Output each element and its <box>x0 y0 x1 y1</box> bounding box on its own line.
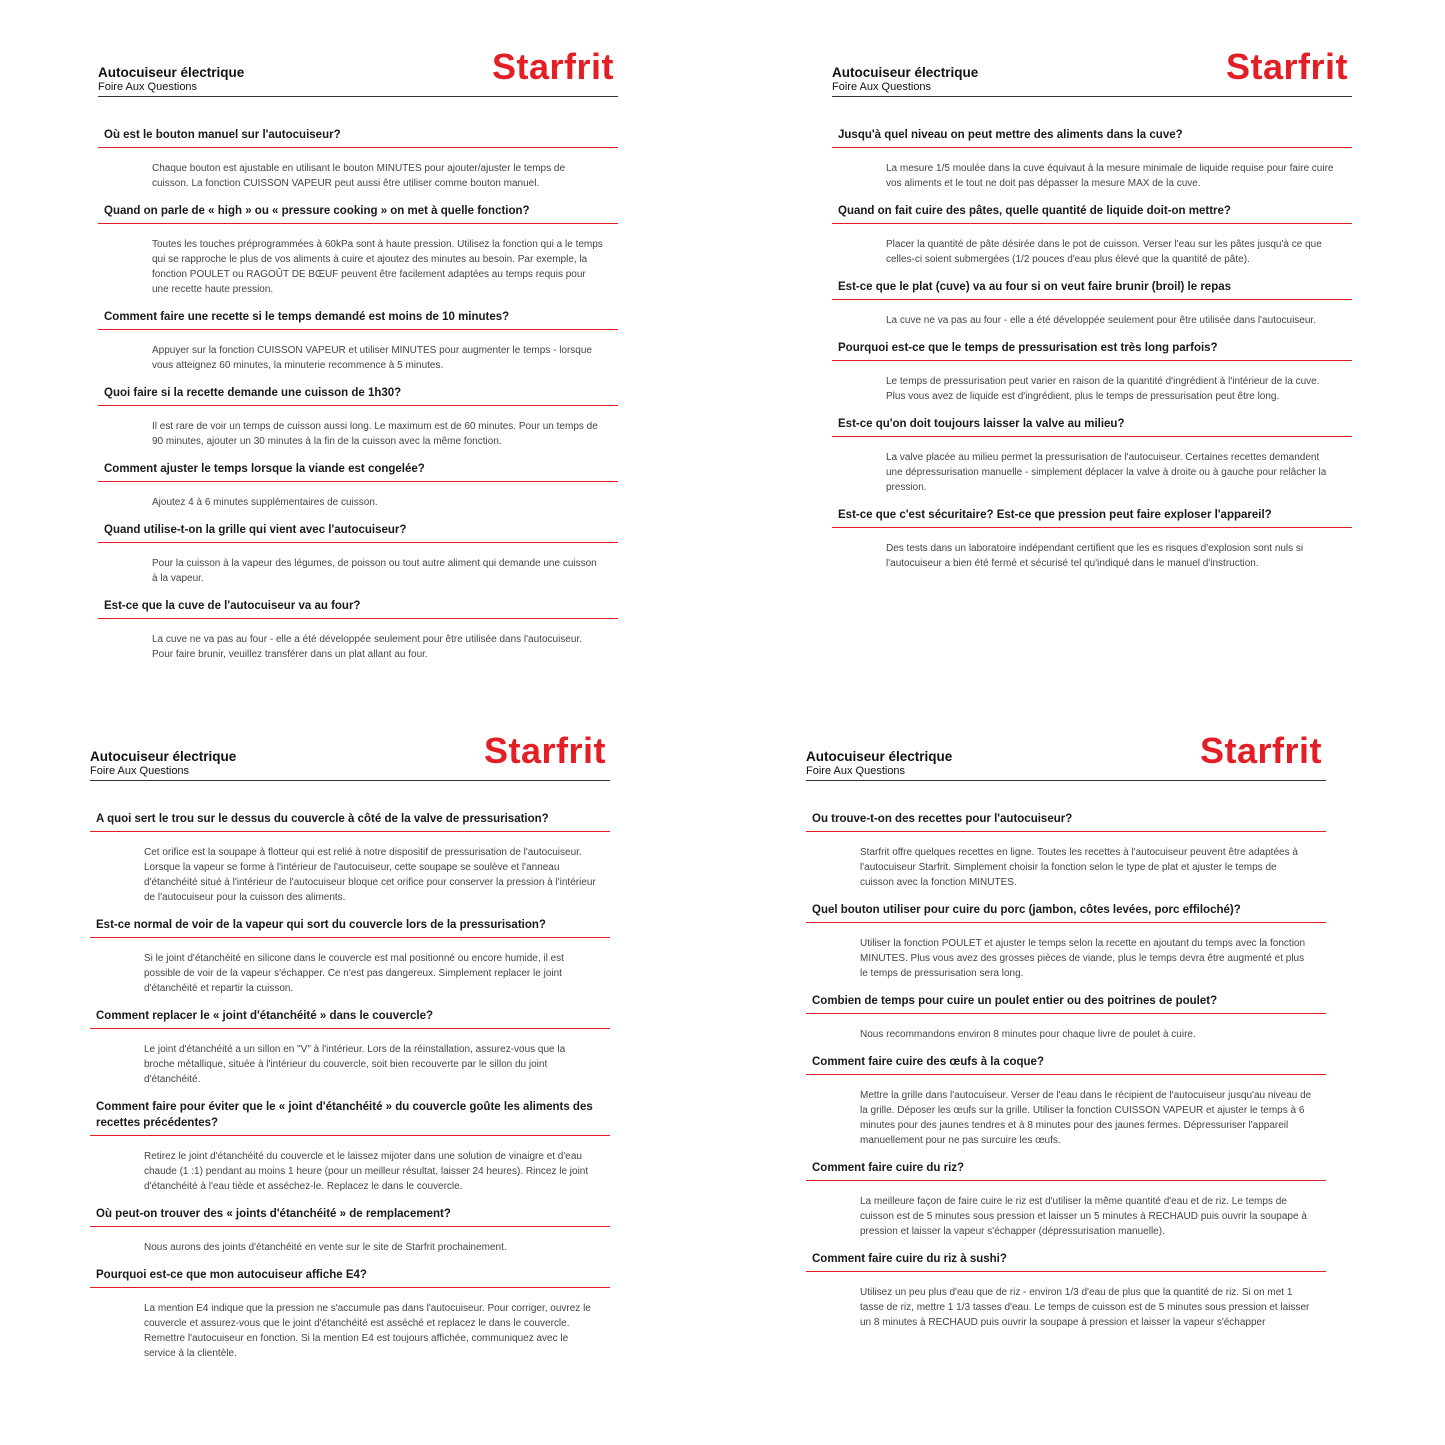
faq-question: Quand on parle de « high » ou « pressure cooking » on met à quelle fonction? <box>98 203 618 224</box>
faq-item <box>90 811 610 905</box>
faq-question: Quoi faire si la recette demande une cuisson de 1h30? <box>98 385 618 406</box>
faq-question: Comment faire pour éviter que le « joint d'étanchéité » du couvercle goûte les aliments des recettes précédentes? <box>90 1099 610 1136</box>
page-title: Autocuiseur électrique <box>98 65 245 80</box>
faq-answer: La mesure 1/5 moulée dans la cuve équivaut à la mesure minimale de liquide requise pour faire cuire vos aliments et le tout ne doit pas dépasser la mesure MAX de la cuve. <box>886 163 1334 189</box>
faq-answer: Appuyer sur la fonction CUISSON VAPEUR et utiliser MINUTES pour augmenter le temps - lorsque vous atteignez 60 minutes, la minuterie recommence à 5 minutes. <box>152 345 592 371</box>
faq-question: Combien de temps pour cuire un poulet entier ou des poitrines de poulet? <box>806 993 1326 1014</box>
faq-answer: Placer la quantité de pâte désirée dans le pot de cuisson. Verser l'eau sur les pâtes jusqu'à ce que celles-ci soient submergées (1/2 pouces d'eau plus élevé que la quantité de pâte). <box>886 239 1322 265</box>
faq-question: Jusqu'à quel niveau on peut mettre des aliments dans la cuve? <box>832 127 1352 148</box>
faq-question: Comment faire une recette si le temps demandé est moins de 10 minutes? <box>98 309 618 330</box>
faq-question: Où est le bouton manuel sur l'autocuiseur? <box>98 127 618 148</box>
faq-answer: Starfrit offre quelques recettes en ligne. Toutes les recettes à l'autocuiseur peuvent être adaptées à l'autocuiseur Starfrit. Simplement choisir la fonction selon le type de plat et ajuster le temps de cuisson avec la fonction MINUTES. <box>860 847 1298 888</box>
faq-question: Comment faire cuire des œufs à la coque? <box>806 1054 1326 1075</box>
faq-item <box>90 1008 610 1087</box>
faq-item <box>90 1206 610 1255</box>
faq-item <box>98 461 618 510</box>
faq-question: Où peut-on trouver des « joints d'étanchéité » de remplacement? <box>90 1206 610 1227</box>
faq-item <box>806 1160 1326 1239</box>
page-header <box>806 730 1326 781</box>
faq-question: Ou trouve-t-on des recettes pour l'autocuiseur? <box>806 811 1326 832</box>
page-subtitle: Foire Aux Questions <box>832 81 932 93</box>
faq-page-bottom-left <box>90 730 610 1373</box>
page-title: Autocuiseur électrique <box>90 749 237 764</box>
faq-answer: La valve placée au milieu permet la pressurisation de l'autocuiseur. Certaines recettes demandent une dépressurisation manuelle - simplement déplacer la valve à droite ou à gauche pour relâcher la pression. <box>886 452 1327 493</box>
page-subtitle: Foire Aux Questions <box>98 81 198 93</box>
faq-answer: Retirez le joint d'étanchéité du couvercle et le laissez mijoter dans une solution de vinaigre et d'eau chaude (1 :1) pendant au moins 1 heure (pour un meilleur résultat, laisser 24 heures). Rincez le joint d'étanchéité à l'eau tiède et asséchez-le. Replacez le dans le couvercle. <box>144 1151 589 1192</box>
faq-question: Comment replacer le « joint d'étanchéité » dans le couvercle? <box>90 1008 610 1029</box>
faq-page-top-left <box>98 46 618 674</box>
faq-question: Comment faire cuire du riz à sushi? <box>806 1251 1326 1272</box>
page-header <box>832 46 1352 97</box>
starfrit-logo: Starfrit <box>491 46 614 87</box>
starfrit-logo: Starfrit <box>1199 730 1322 771</box>
faq-question: Est-ce normal de voir de la vapeur qui sort du couvercle lors de la pressurisation? <box>90 917 610 938</box>
faq-answer: La meilleure façon de faire cuire le riz est d'utiliser la même quantité d'eau et de riz. Le temps de cuisson est de 5 minutes sous pression et laisser un 5 minutes à RECHAUD puis ouvrir la soupape à pression et laisser la vapeur s'échapper (dépressurisation manuelle). <box>860 1196 1307 1237</box>
faq-item <box>90 917 610 996</box>
faq-question: Est-ce que c'est sécuritaire? Est-ce que pression peut faire exploser l'appareil? <box>832 507 1352 528</box>
faq-item <box>98 203 618 297</box>
faq-item <box>98 309 618 373</box>
faq-answer: Le temps de pressurisation peut varier en raison de la quantité d'ingrédient à l'intérieur de la cuve. Plus vous avez de liquide est d'ingrédient, plus le temps de pressurisation peut être long. <box>886 376 1320 402</box>
faq-question: Quand on fait cuire des pâtes, quelle quantité de liquide doit-on mettre? <box>832 203 1352 224</box>
faq-item <box>90 1267 610 1361</box>
faq-item <box>806 993 1326 1042</box>
faq-answer: La cuve ne va pas au four - elle a été développée seulement pour être utilisée dans l'autocuiseur. Pour faire brunir, veuillez transférer dans un plat allant au four. <box>152 634 582 660</box>
page-title: Autocuiseur électrique <box>806 749 953 764</box>
faq-question: A quoi sert le trou sur le dessus du couvercle à côté de la valve de pressurisation? <box>90 811 610 832</box>
page-subtitle: Foire Aux Questions <box>90 765 190 777</box>
faq-list <box>90 811 610 1361</box>
faq-item <box>98 385 618 449</box>
faq-item <box>832 203 1352 267</box>
faq-answer: Nous aurons des joints d'étanchéité en vente sur le site de Starfrit prochainement. <box>144 1242 507 1253</box>
page-subtitle: Foire Aux Questions <box>806 765 906 777</box>
faq-answer: Nous recommandons environ 8 minutes pour chaque livre de poulet à cuire. <box>860 1029 1196 1040</box>
faq-list <box>806 811 1326 1330</box>
faq-question: Comment faire cuire du riz? <box>806 1160 1326 1181</box>
starfrit-logo: Starfrit <box>483 730 606 771</box>
faq-answer: La mention E4 indique que la pression ne s'accumule pas dans l'autocuiseur. Pour corriger, ouvrez le couvercle et assurez-vous que le joint d'étanchéité est asséché et replacez le dans le couvercle. Remettre l'autocuiseur en fonction. Si la mention E4 est toujours affichée, communiquez avec le service à la clientèle. <box>144 1303 591 1359</box>
faq-item <box>806 1054 1326 1148</box>
faq-answer: Si le joint d'étanchéité en silicone dans le couvercle est mal positionné ou encore humide, il est possible de voir de la vapeur s'échapper. Ce n'est pas dangereux. Simplement replacer le joint d'étanchéité et repartir la cuisson. <box>144 953 564 994</box>
faq-answer: Utilisez un peu plus d'eau que de riz - environ 1/3 d'eau de plus que la quantité de riz. Si on met 1 tasse de riz, mettre 1 1/3 tasses d'eau. Le temps de cuisson est de 5 minutes sous pression et laisser un 8 minutes à RECHAUD puis ouvrir la soupape à pression et laisser la vapeur s'échapper <box>860 1287 1310 1328</box>
faq-answer: Utiliser la fonction POULET et ajuster le temps selon la recette en ajoutant du temps avec la fonction MINUTES. Plus vous avez des grosses pièces de viande, plus le temps devra être augmenté et plus le temps de pressurisation sera long. <box>860 938 1306 979</box>
faq-item <box>806 811 1326 890</box>
faq-item <box>806 902 1326 981</box>
faq-answer: Mettre la grille dans l'autocuiseur. Verser de l'eau dans le récipient de l'autocuiseur jusqu'au niveau de la grille. Déposer les œufs sur la grille. Utiliser la fonction CUISSON VAPEUR et ajuster le temps à 6 minutes pour des jaunes tendres et à 8 minutes pour des jaunes fermes. Dépressuriser l'appareil manuellement pour ne pas surcuire les œufs. <box>860 1090 1312 1146</box>
faq-answer: Toutes les touches préprogrammées à 60kPa sont à haute pression. Utilisez la fonction qui a le temps qui se rapproche le plus de vos aliments à cuire et ajoutez des minutes au besoin. Par exemple, la fonction POULET ou RAGOÛT DE BŒUF peuvent être facilement adaptées au temps requis pour une recette haute pression. <box>152 239 603 295</box>
faq-page-top-right <box>832 46 1352 583</box>
faq-question: Pourquoi est-ce que mon autocuiseur affiche E4? <box>90 1267 610 1288</box>
faq-answer: Il est rare de voir un temps de cuisson aussi long. Le maximum est de 60 minutes. Pour un temps de 90 minutes, ajouter un 30 minutes à la fin de la cuisson avec la même fonction. <box>152 421 598 447</box>
faq-list <box>98 127 618 662</box>
faq-item <box>832 340 1352 404</box>
faq-list <box>832 127 1352 571</box>
faq-item <box>98 598 618 662</box>
page-header <box>90 730 610 781</box>
faq-page-bottom-right <box>806 730 1326 1342</box>
faq-answer: Le joint d'étanchéité a un sillon en "V" à l'intérieur. Lors de la réinstallation, assurez-vous que la broche métallique, située à l'intérieur du couvercle, soit bien recouverte par le sillon du joint d'étanchéité. <box>144 1044 566 1085</box>
faq-question: Comment ajuster le temps lorsque la viande est congelée? <box>98 461 618 482</box>
faq-answer: Pour la cuisson à la vapeur des légumes, de poisson ou tout autre aliment qui demande une cuisson à la vapeur. <box>152 558 597 584</box>
faq-question: Est-ce que la cuve de l'autocuiseur va au four? <box>98 598 618 619</box>
faq-item <box>98 522 618 586</box>
page-header <box>98 46 618 97</box>
faq-answer: Cet orifice est la soupape à flotteur qui est relié à notre dispositif de pressurisation de l'autocuiseur. Lorsque la vapeur se forme à l'intérieur de l'autocuiseur, cette soupape se soulève et l'anneau d'étanchéité situé à l'intérieur de l'autocuiseur bloque cet orifice pour conserver la pression à l'intérieur de l'autocuiseur pour la cuisson des aliments. <box>144 847 596 903</box>
faq-question: Est-ce que le plat (cuve) va au four si on veut faire brunir (broil) le repas <box>832 279 1352 300</box>
faq-answer: Chaque bouton est ajustable en utilisant le bouton MINUTES pour ajouter/ajuster le temps de cuisson. La fonction CUISSON VAPEUR peut aussi être utiliser comme bouton manuel. <box>152 163 566 189</box>
faq-answer: La cuve ne va pas au four - elle a été développée seulement pour être utilisée dans l'autocuiseur. <box>886 315 1316 326</box>
faq-item <box>806 1251 1326 1330</box>
faq-item <box>832 416 1352 495</box>
faq-answer: Des tests dans un laboratoire indépendant certifient que les es risques d'explosion sont nuls si l'autocuiseur a bien été fermé et sécurisé tel qu'indiqué dans le manuel d'instruction. <box>886 543 1304 569</box>
faq-item <box>832 279 1352 328</box>
faq-question: Est-ce qu'on doit toujours laisser la valve au milieu? <box>832 416 1352 437</box>
faq-answer: Ajoutez 4 à 6 minutes supplémentaires de cuisson. <box>152 497 378 508</box>
faq-item <box>98 127 618 191</box>
faq-question: Quand utilise-t-on la grille qui vient avec l'autocuiseur? <box>98 522 618 543</box>
faq-item <box>832 127 1352 191</box>
starfrit-logo: Starfrit <box>1225 46 1348 87</box>
page-title: Autocuiseur électrique <box>832 65 979 80</box>
faq-item <box>90 1099 610 1194</box>
faq-item <box>832 507 1352 571</box>
faq-question: Pourquoi est-ce que le temps de pressurisation est très long parfois? <box>832 340 1352 361</box>
faq-question: Quel bouton utiliser pour cuire du porc (jambon, côtes levées, porc effiloché)? <box>806 902 1326 923</box>
